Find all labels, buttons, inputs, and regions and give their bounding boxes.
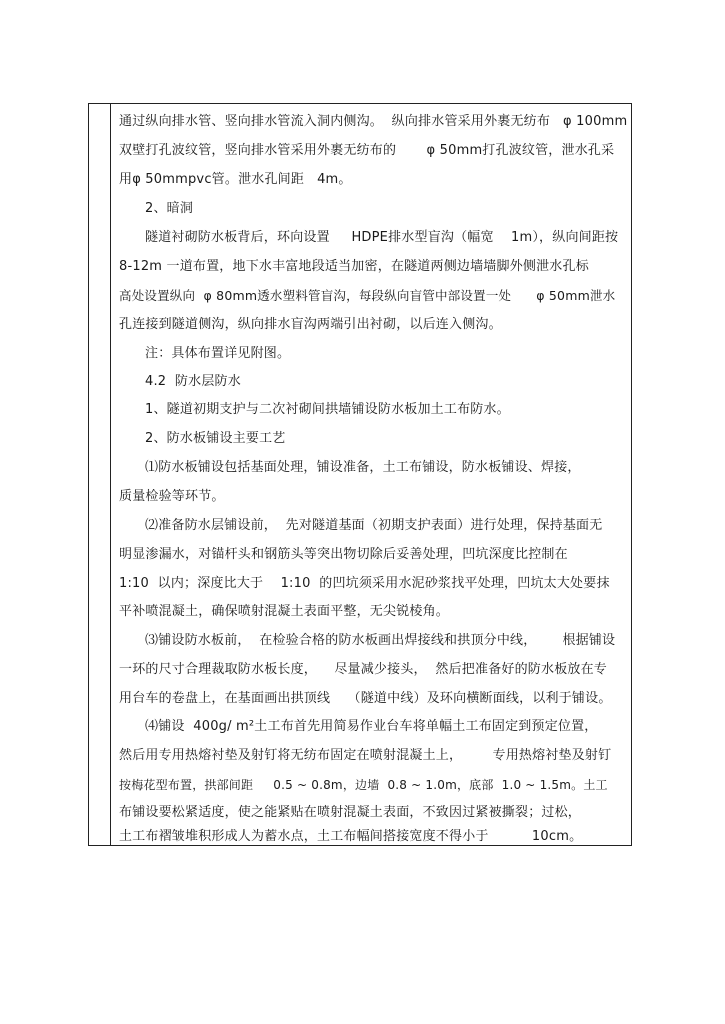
paragraph-line: 1:10 以内；深度比大于 1:10 的凹坑须采用水泥砂浆找平处理，凹坑太大处要抹 [119,576,610,591]
paragraph-line: ⑷铺设 400g/ m²土工布首先用简易作业台车将单幅土工布固定到预定位置， [119,719,598,734]
paragraph-line: 布铺设要松紧适度，使之能紧贴在喷射混凝土表面，不致因过紧被撕裂；过松， [119,805,582,820]
paragraph-line: 双壁打孔波纹管，竖向排水管采用外裹无纺布的 φ 50mm打孔波纹管，泄水孔采 [119,143,615,158]
paragraph-line: 孔连接到隧道侧沟，纵向排水盲沟两端引出衬砌，以后连入侧沟。 [119,317,502,332]
paragraph-line: 一环的尺寸合理裁取防水板长度， 尽量减少接头， 然后把准备好的防水板放在专 [119,662,607,677]
paragraph-line: 8-12m 一道布置，地下水丰富地段适当加密，在隧道两侧边墙墙脚外侧泄水孔标 [119,259,589,274]
paragraph-line: 明显渗漏水，对锚杆头和钢筋头等突出物切除后妥善处理，凹坑深度比控制在 [119,547,568,562]
paragraph-line: 高处设置纵向 φ 80mm透水塑料管盲沟，每段纵向盲管中部设置一处 φ 50mm泄水 [119,288,616,303]
section-heading: 4.2 防水层防水 [119,374,241,389]
paragraph-line: 用台车的卷盘上，在基面画出拱顶线 （隧道中线）及环向横断面线，以利于铺设。 [119,691,612,706]
paragraph-line: 质量检验等环节。 [119,489,225,504]
section-heading: 2、暗洞 [119,201,194,216]
table-content-cell [119,104,633,845]
paragraph-line: 按梅花型布置，拱部间距 0.5 ~ 0.8m，边墙 0.8 ~ 1.0m，底部 1.0 ~ 1.5m。土工 [119,778,608,792]
paragraph-line: 用φ 50mmpvc管。泄水孔间距 4m。 [119,172,352,187]
document-table [88,103,632,846]
table-left-column [89,104,111,845]
paragraph-line: 平补喷混凝土，确保喷射混凝土表面平整，无尖锐棱角。 [119,604,450,619]
paragraph-line: 隧道衬砌防水板背后，环向设置 HDPE排水型盲沟（幅宽 1m），纵向间距按 [119,230,619,245]
section-heading: 2、防水板铺设主要工艺 [119,431,286,446]
paragraph-line: 1、隧道初期支护与二次衬砌间拱墙铺设防水板加土工布防水。 [119,402,510,417]
paragraph-line: ⑵准备防水层铺设前， 先对隧道基面（初期支护表面）进行处理，保持基面无 [119,518,603,533]
paragraph-line: 然后用专用热熔衬垫及射钉将无纺布固定在喷射混凝土上， 专用热熔衬垫及射钉 [119,748,612,763]
paragraph-line: 通过纵向排水管、竖向排水管流入洞内侧沟。 纵向排水管采用外裹无纺布 φ 100mm [119,114,628,129]
paragraph-line: ⑶铺设防水板前， 在检验合格的防水板画出焊接线和拱顶分中线， 根据铺设 [119,633,616,648]
paragraph-line: 土工布褶皱堆积形成人为蓄水点，土工布幅间搭接宽度不得小于 10cm。 [119,829,583,844]
note-line: 注：具体布置详见附图。 [119,346,291,361]
paragraph-line: ⑴防水板铺设包括基面处理，铺设准备，土工布铺设，防水板铺设、焊接， [119,460,581,475]
